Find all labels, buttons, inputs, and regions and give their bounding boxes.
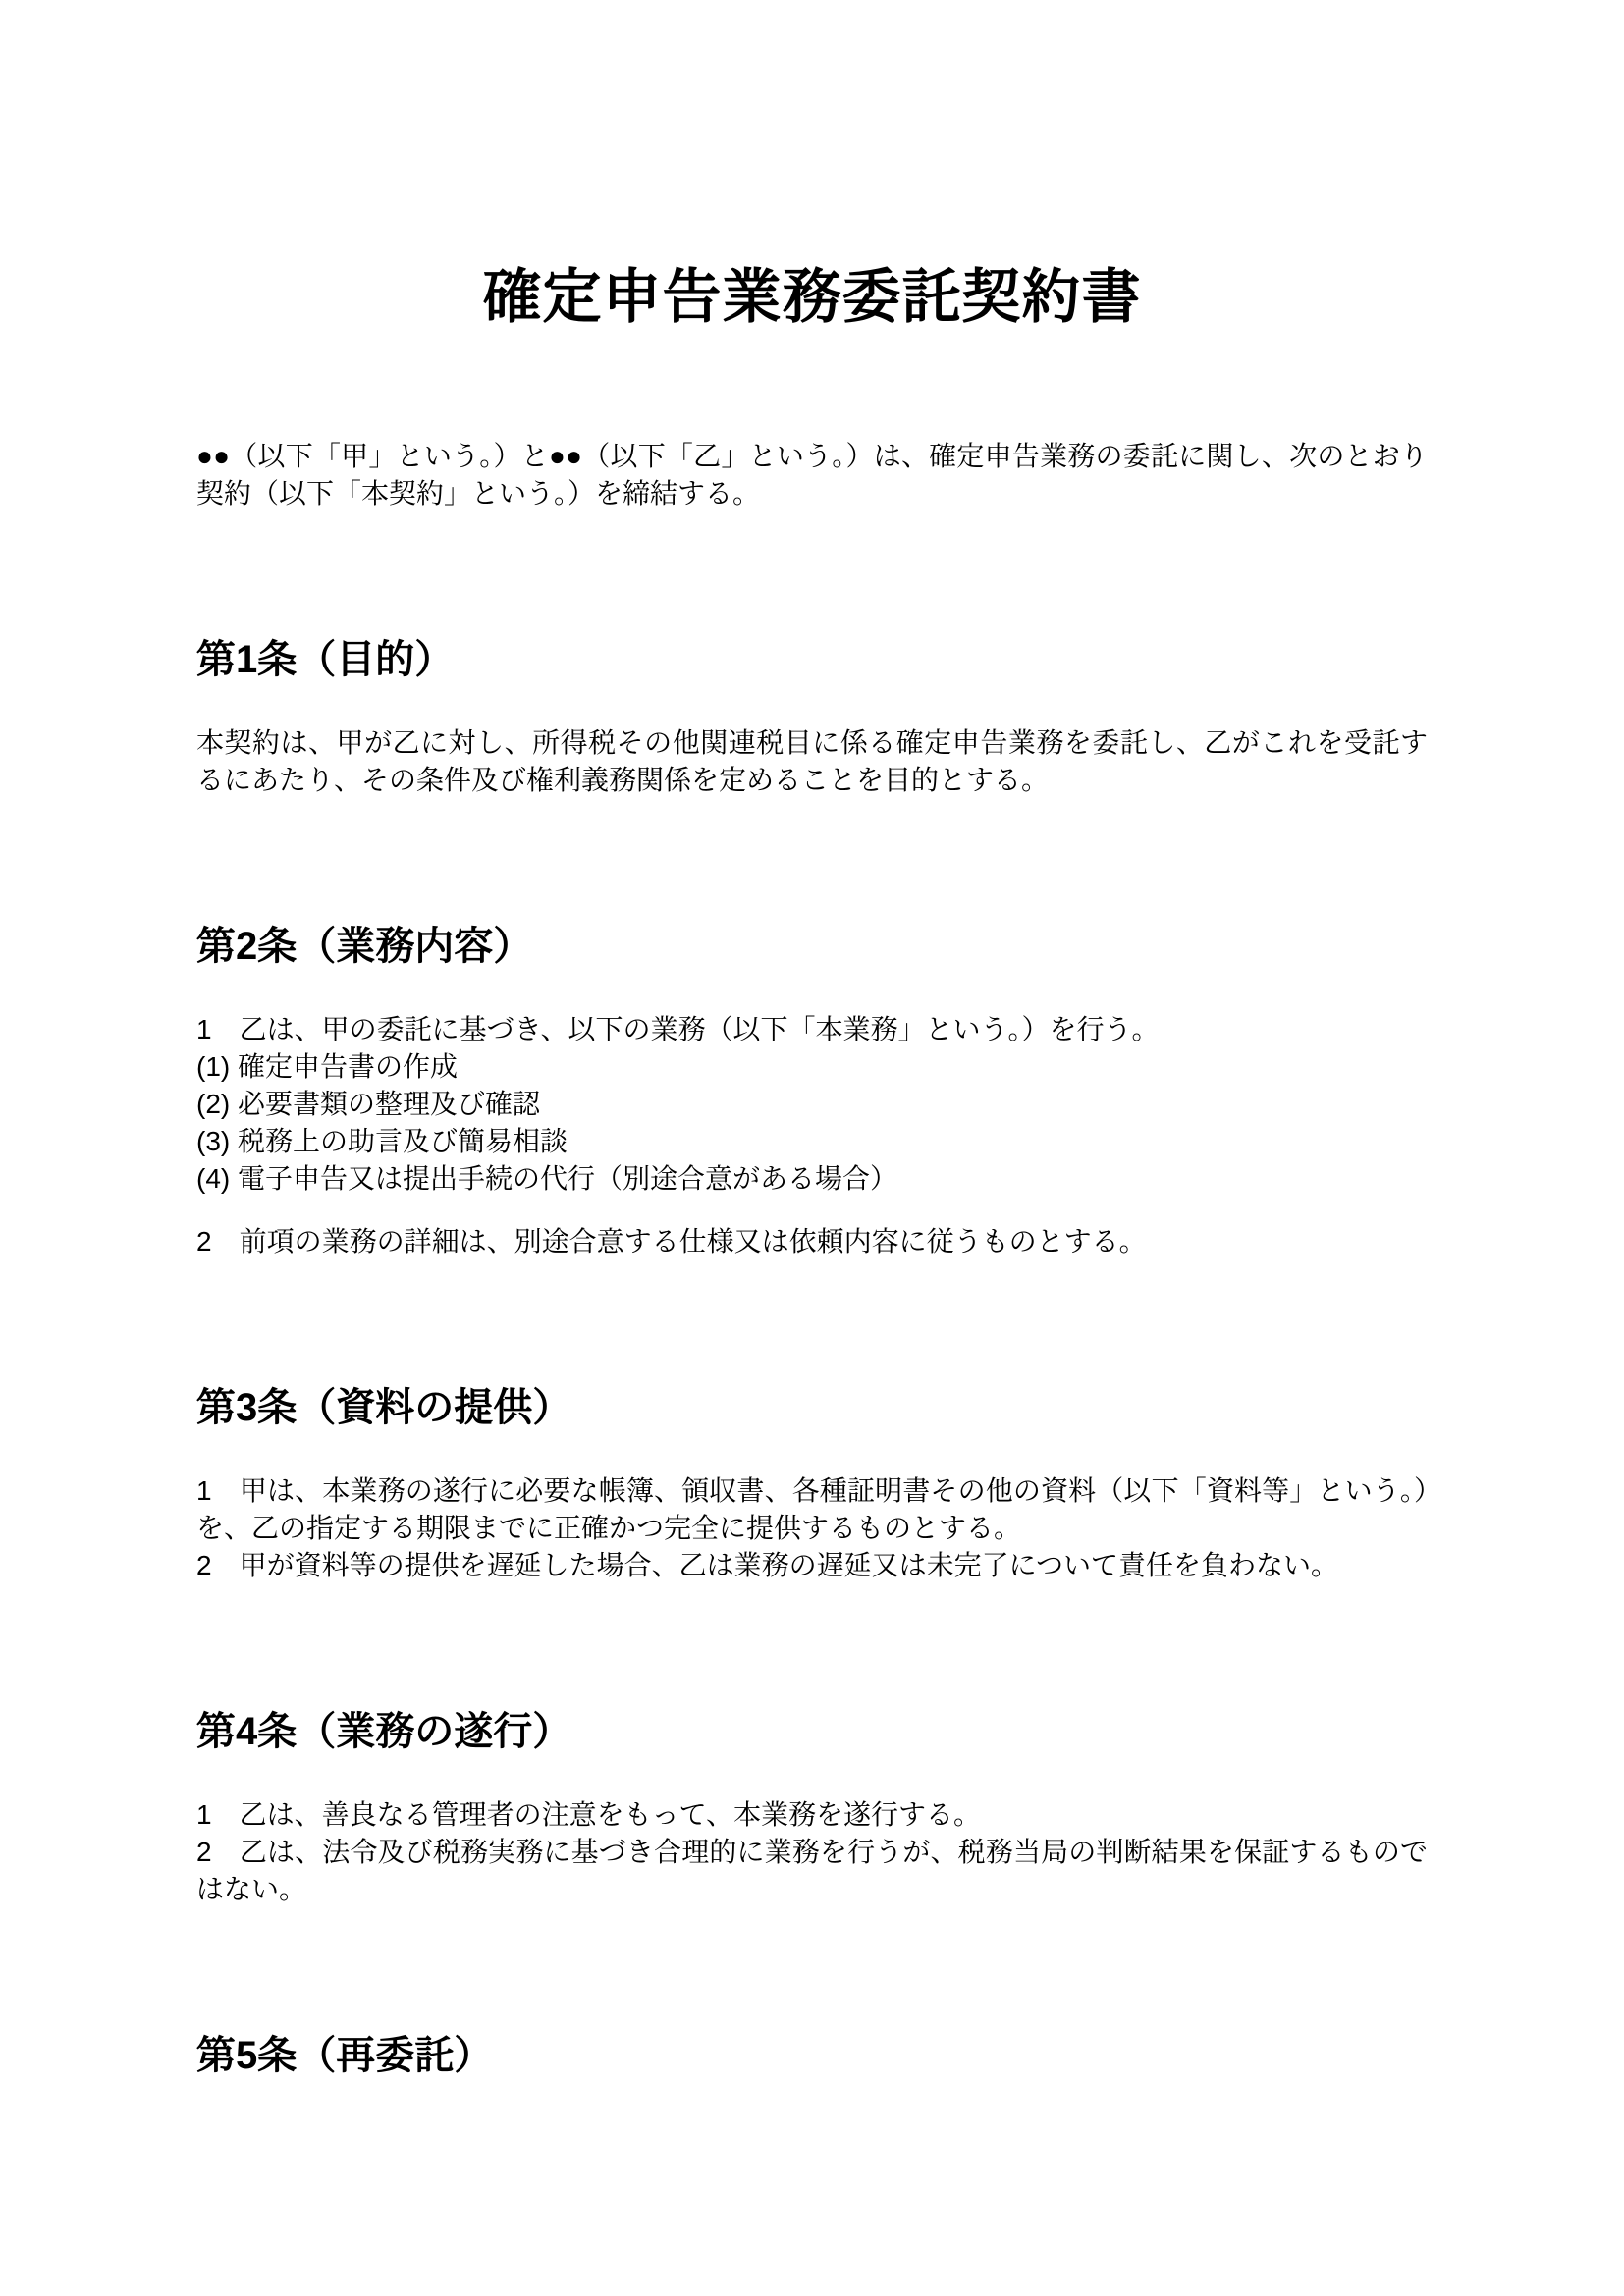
intro-paragraph: ●●（以下「甲」という。）と●●（以下「乙」という。）は、確定申告業務の委託に関し、次のとおり契約（以下「本契約」という。）を締結する。	[196, 441, 1428, 508]
document-title: 確定申告業務委託契約書	[482, 264, 1142, 330]
article-section-3	[196, 1382, 1428, 1584]
article-paragraph: 1 甲は、本業務の遂行に必要な帳簿、領収書、各種証明書その他の資料（以下「資料等」という。）を、乙の指定する期限までに正確かつ完全に提供するものとする。	[196, 1475, 1428, 1543]
article-paragraph: 2 前項の業務の詳細は、別途合意する仕様又は依頼内容に従うものとする。	[196, 1226, 1147, 1256]
article-paragraph: 2 甲が資料等の提供を遅延した場合、乙は業務の遅延又は未完了について責任を負わない。	[196, 1550, 1339, 1580]
list-item-3: (3) 税務上の助言及び簡易相談	[196, 1126, 568, 1156]
list-item-1: (1) 確定申告書の作成	[196, 1051, 459, 1082]
list-item-2: (2) 必要書類の整理及び確認	[196, 1089, 541, 1119]
article-1-heading: 第1条（目的）	[196, 638, 455, 681]
article-2-body	[196, 1011, 1428, 1260]
article-3-body	[196, 1472, 1428, 1584]
article-section-2	[196, 921, 1428, 1260]
article-section-5	[196, 2030, 1428, 2081]
article-section-1	[196, 634, 1428, 799]
article-2-heading: 第2条（業務内容）	[196, 925, 533, 968]
article-4-body	[196, 1796, 1428, 1908]
article-4-heading: 第4条（業務の遂行）	[196, 1710, 572, 1753]
article-5-heading: 第5条（再委託）	[196, 2034, 494, 2077]
article-3-heading: 第3条（資料の提供）	[196, 1386, 572, 1429]
article-1-body	[196, 724, 1428, 799]
article-section-4	[196, 1706, 1428, 1908]
list-item-4: (4) 電子申告又は提出手続の代行（別途合意がある場合）	[196, 1163, 898, 1194]
article-paragraph: 2 乙は、法令及び税務実務に基づき合理的に業務を行うが、税務当局の判断結果を保証するものではない。	[196, 1837, 1428, 1904]
article-paragraph: 本契約は、甲が乙に対し、所得税その他関連税目に係る確定申告業務を委託し、乙がこれを受託するにあたり、その条件及び権利義務関係を定めることを目的とする。	[196, 727, 1428, 795]
article-paragraph: 1 乙は、甲の委託に基づき、以下の業務（以下「本業務」という。）を行う。	[196, 1014, 1160, 1044]
article-paragraph: 1 乙は、善良なる管理者の注意をもって、本業務を遂行する。	[196, 1799, 982, 1830]
